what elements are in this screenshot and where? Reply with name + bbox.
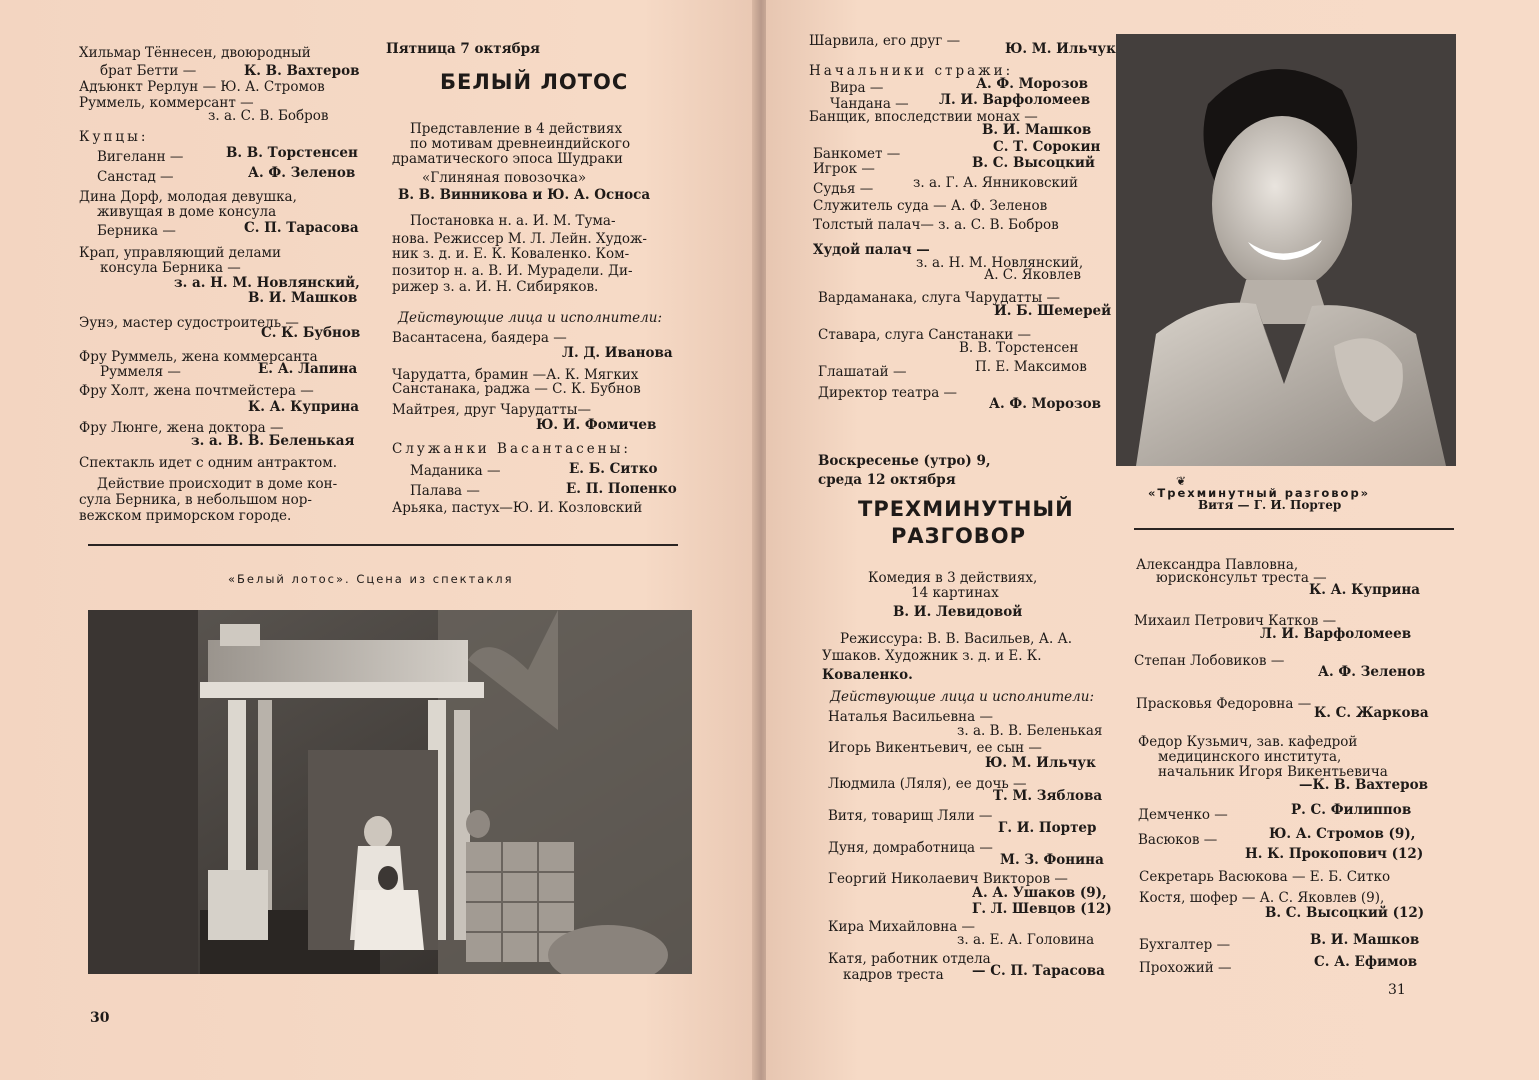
photo-caption: «Белый лотос». Сцена из спектакля xyxy=(228,572,514,586)
caption-mark: ❦ xyxy=(1176,474,1187,488)
production-credits: Режиссура: В. В. Васильев, А. А. xyxy=(840,631,1073,647)
cast-line: Федор Кузьмич, зав. кафедрой xyxy=(1138,734,1358,750)
cast-line: Прохожий — xyxy=(1139,960,1232,976)
actor-name: В. С. Высоцкий xyxy=(972,155,1095,171)
portrait-caption: «Трехминутный разговор» xyxy=(1148,486,1371,500)
cast-line: Берника — xyxy=(97,223,176,239)
actor-name: з. а. С. В. Бобров xyxy=(208,108,329,124)
portrait-caption-role: Витя — Г. И. Портер xyxy=(1198,498,1342,512)
actor-name: з. а. В. В. Беленькая xyxy=(191,433,355,449)
performance-date: Пятница 7 октября xyxy=(386,41,541,57)
cast-line: Фру Люнге, жена доктора — xyxy=(79,420,284,436)
cast-line: Секретарь Васюкова — Е. Б. Ситко xyxy=(1139,869,1391,885)
actor-name: Г. И. Портер xyxy=(998,820,1097,836)
actor-name: Л. И. Варфоломеев xyxy=(939,92,1091,108)
actor-name: П. Е. Максимов xyxy=(975,359,1087,375)
actor-name: В. И. Машков xyxy=(248,290,358,306)
actor-name: з. а. Г. А. Янниковский xyxy=(913,175,1078,191)
cast-line: Вардаманака, слуга Чарудатты — xyxy=(818,290,1061,306)
actor-name: Г. Л. Шевцов (12) xyxy=(972,901,1112,917)
cast-line: Фру Руммель, жена коммерсанта xyxy=(79,349,318,365)
actor-name: Ю. А. Стромов (9), xyxy=(1269,826,1416,842)
actor-name: А. С. Яковлев xyxy=(984,267,1081,283)
play-description: Представление в 4 действиях xyxy=(410,121,623,137)
cast-line: Руммеля — xyxy=(100,364,181,380)
actor-name: Е. Б. Ситко xyxy=(569,461,658,477)
actor-name: Е. П. Попенко xyxy=(566,481,677,497)
production-credits: нова. Режиссер М. Л. Лейн. Худож- xyxy=(392,231,647,247)
actor-name: А. Ф. Зеленов xyxy=(248,165,356,181)
actor-name: А. Ф. Морозов xyxy=(976,76,1088,92)
cast-line: Михаил Петрович Катков — xyxy=(1134,613,1337,629)
cast-line: Крап, управляющий делами xyxy=(79,245,282,261)
cast-line: Кира Михайловна — xyxy=(828,919,976,935)
actor-name: Ю. М. Ильчук xyxy=(985,755,1096,771)
cast-line: Игорь Викентьевич, ее сын — xyxy=(828,740,1042,756)
section-divider xyxy=(88,544,678,546)
cast-line: Банкомет — xyxy=(813,146,901,162)
cast-line: Людмила (Ляля), ее дочь — xyxy=(828,776,1027,792)
play-title: БЕЛЫЙ ЛОТОС xyxy=(440,70,629,94)
production-credits: рижер з. а. И. Н. Сибиряков. xyxy=(392,279,599,295)
cast-line: Адъюнкт Рерлун — Ю. А. Стромов xyxy=(79,79,325,95)
note-line: сула Берника, в небольшом нор- xyxy=(79,492,312,508)
cast-line: консула Берника — xyxy=(100,260,241,276)
cast-line: Арьяка, пастух—Ю. И. Козловский xyxy=(392,500,643,516)
cast-line: Георгий Николаевич Викторов — xyxy=(828,871,1068,887)
play-authors: В. И. Левидовой xyxy=(893,604,1023,620)
cast-line: Демченко — xyxy=(1138,807,1228,823)
cast-line: юрисконсульт треста — xyxy=(1156,570,1327,586)
cast-line: Шарвила, его друг — xyxy=(809,33,961,49)
actor-name: С. А. Ефимов xyxy=(1314,954,1418,970)
actor-name: К. А. Куприна xyxy=(1309,582,1420,598)
cast-line: Фру Холт, жена почтмейстера — xyxy=(79,383,314,399)
cast-line: Банщик, впоследствии монах — xyxy=(809,109,1038,125)
cast-group-heading: Служанки Васантасены: xyxy=(392,441,631,457)
cast-heading: Действующие лица и исполнители: xyxy=(830,689,1095,705)
actor-name: Ю. И. Фомичев xyxy=(536,417,657,433)
actor-name: К. С. Жаркова xyxy=(1314,705,1429,721)
cast-line: брат Бетти — xyxy=(100,63,197,79)
performance-date: среда 12 октября xyxy=(818,472,956,488)
page-number-right: 31 xyxy=(1388,982,1406,998)
actor-name: В. В. Торстенсен xyxy=(226,145,358,161)
cast-line: Васантасена, баядера — xyxy=(392,330,567,346)
cast-line: Глашатай — xyxy=(818,364,907,380)
actor-name: — С. П. Тарасова xyxy=(972,963,1105,979)
production-credits: Постановка н. а. И. М. Тума- xyxy=(410,213,616,229)
play-title: РАЗГОВОР xyxy=(891,524,1027,548)
cast-line: Маданика — xyxy=(410,463,501,479)
cast-line: Санстад — xyxy=(97,169,174,185)
actor-name: Л. И. Варфоломеев xyxy=(1260,626,1412,642)
actor-name: А. Ф. Морозов xyxy=(989,396,1101,412)
actor-name: В. С. Высоцкий (12) xyxy=(1265,905,1425,921)
play-description: по мотивам древнеиндийского xyxy=(410,136,631,152)
production-credits: позитор н. а. В. И. Мурадели. Ди- xyxy=(392,263,633,279)
cast-heading: Действующие лица и исполнители: xyxy=(398,310,663,326)
cast-line: начальник Игоря Викентьевича xyxy=(1158,764,1388,780)
stage-scene-photo xyxy=(88,610,692,974)
play-description: драматического эпоса Шудраки xyxy=(392,151,623,167)
cast-line: живущая в доме консула xyxy=(97,204,277,220)
play-title: ТРЕХМИНУТНЫЙ xyxy=(858,497,1074,521)
actor-name: з. а. Е. А. Головина xyxy=(957,932,1095,948)
production-credits: Ушаков. Художник з. д. и Е. К. xyxy=(822,648,1042,664)
cast-line: медицинского института, xyxy=(1158,749,1342,765)
actor-name: Л. Д. Иванова xyxy=(562,345,673,361)
cast-line: кадров треста xyxy=(843,967,944,983)
cast-line: Васюков — xyxy=(1138,832,1218,848)
actor-name: С. П. Тарасова xyxy=(244,220,359,236)
cast-line: Степан Лобовиков — xyxy=(1134,653,1285,669)
left-page xyxy=(0,0,756,1080)
cast-line: Костя, шофер — А. С. Яковлев (9), xyxy=(1139,890,1385,906)
cast-line: Худой палач — xyxy=(813,242,930,258)
performance-date: Воскресенье (утро) 9, xyxy=(818,453,991,469)
play-authors: В. В. Винникова и Ю. А. Осноса xyxy=(398,187,651,203)
actor-name: А. А. Ушаков (9), xyxy=(972,885,1107,901)
note-line: Спектакль идет с одним антрактом. xyxy=(79,455,338,471)
caption-divider xyxy=(1134,528,1454,530)
note-line: Действие происходит в доме кон- xyxy=(97,476,338,492)
cast-line: Прасковья Федоровна — xyxy=(1136,696,1312,712)
actor-name: з. а. Н. М. Новлянский, xyxy=(916,255,1084,271)
cast-group-heading: Купцы: xyxy=(79,129,149,145)
cast-line: Вигеланн — xyxy=(97,149,184,165)
portrait-photo xyxy=(1116,34,1456,466)
stage-scene-illustration xyxy=(88,610,692,974)
cast-line: Директор театра — xyxy=(818,385,958,401)
actor-name: С. Т. Сорокин xyxy=(993,139,1101,155)
cast-line: Игрок — xyxy=(813,161,875,177)
actor-name: Ю. М. Ильчук xyxy=(1005,41,1116,57)
actor-name: К. А. Куприна xyxy=(248,399,359,415)
actor-name: В. В. Торстенсен xyxy=(959,340,1079,356)
cast-group-heading: Начальники стражи: xyxy=(809,63,1014,79)
actor-name: з. а. В. В. Беленькая xyxy=(957,723,1103,739)
play-description: Комедия в 3 действиях, xyxy=(868,570,1038,586)
actor-name: А. Ф. Зеленов xyxy=(1318,664,1426,680)
actor-name: С. К. Бубнов xyxy=(261,325,361,341)
cast-line: Руммель, коммерсант — xyxy=(79,95,254,111)
cast-line: Дуня, домработница — xyxy=(828,840,993,856)
actor-name: М. З. Фонина xyxy=(1000,852,1104,868)
actor-name: Т. М. Зяблова xyxy=(993,788,1103,804)
actor-name: К. В. Вахтеров xyxy=(244,63,360,79)
cast-line: Ставара, слуга Санстанаки — xyxy=(818,327,1031,343)
actor-name: Н. К. Прокопович (12) xyxy=(1245,846,1424,862)
production-credits: ник з. д. и. Е. К. Коваленко. Ком- xyxy=(392,246,630,262)
cast-line: Майтрея, друг Чарудатты— xyxy=(392,402,591,418)
page-number-left: 30 xyxy=(90,1010,110,1026)
actor-name: з. а. Н. М. Новлянский, xyxy=(174,275,360,291)
cast-line: Вира — xyxy=(830,80,884,96)
cast-line: Эунэ, мастер судостроитель — xyxy=(79,315,299,331)
note-line: вежском приморском городе. xyxy=(79,508,292,524)
cast-line: Катя, работник отдела xyxy=(828,951,991,967)
right-page xyxy=(766,0,1539,1080)
actor-name: И. Б. Шемерей xyxy=(994,303,1112,319)
cast-line: Чандана — xyxy=(830,96,909,112)
actor-name: В. И. Машков xyxy=(982,122,1092,138)
actor-name: В. И. Машков xyxy=(1310,932,1420,948)
cast-line: Толстый палач— з. а. С. В. Бобров xyxy=(813,217,1059,233)
cast-line: Хильмар Тённесен, двоюродный xyxy=(79,45,311,61)
play-description: 14 картинах xyxy=(911,585,999,601)
cast-line: Судья — xyxy=(813,181,874,197)
cast-line: Чарудатта, брамин —А. К. Мягких xyxy=(392,367,639,383)
cast-line: Бухгалтер — xyxy=(1139,937,1231,953)
cast-line: Дина Дорф, молодая девушка, xyxy=(79,189,297,205)
portrait-illustration xyxy=(1116,34,1456,466)
actor-name: —К. В. Вахтеров xyxy=(1299,777,1428,793)
cast-line: Наталья Васильевна — xyxy=(828,709,993,725)
actor-name: Р. С. Филиппов xyxy=(1291,802,1412,818)
cast-line: Служитель суда — А. Ф. Зеленов xyxy=(813,198,1048,214)
play-description: «Глиняная повозочка» xyxy=(422,170,587,186)
production-credits: Коваленко. xyxy=(822,667,913,683)
cast-line: Санстанака, раджа — С. К. Бубнов xyxy=(392,381,641,397)
cast-line: Палава — xyxy=(410,483,480,499)
cast-line: Александра Павловна, xyxy=(1136,557,1299,573)
cast-line: Витя, товарищ Ляли — xyxy=(828,808,993,824)
actor-name: Е. А. Лапина xyxy=(258,361,358,377)
